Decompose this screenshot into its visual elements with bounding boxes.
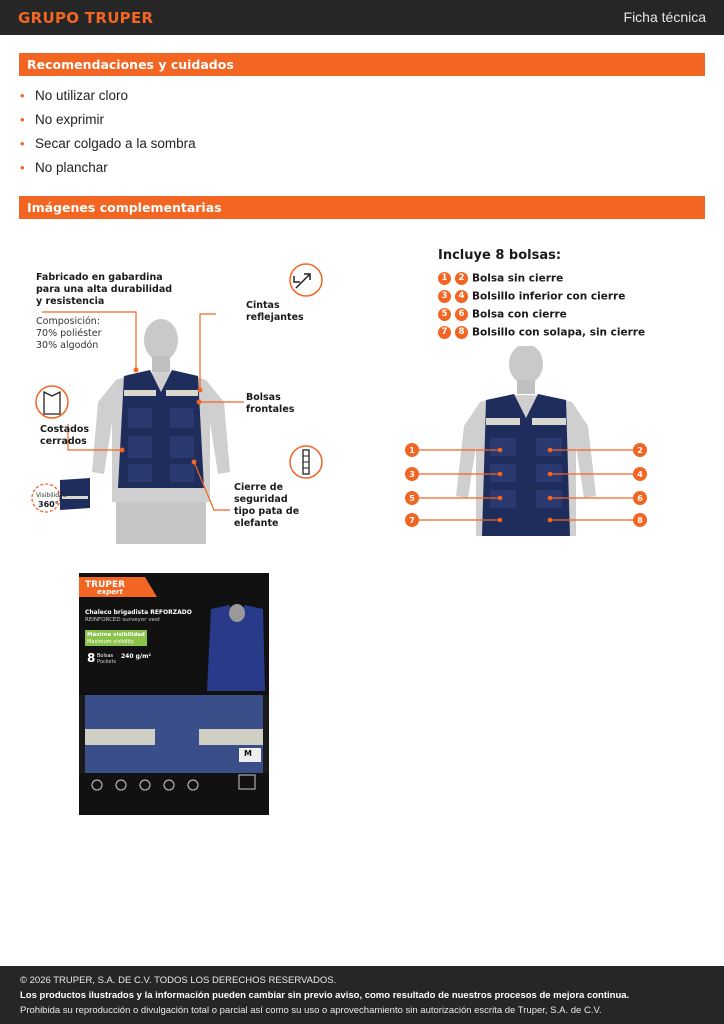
doc-type-label: Ficha técnica <box>623 9 706 25</box>
closed-sides-callout: Costados cerrados <box>40 424 90 447</box>
footer <box>0 966 724 1024</box>
package-brand-bottom: expert <box>97 588 123 596</box>
pocket-marker-label: 2 <box>637 446 643 455</box>
pocket-marker-label: 4 <box>637 470 643 479</box>
package-name-en: REINFORCED surveyor vest <box>85 617 160 623</box>
features-figure <box>24 252 330 544</box>
bullet-icon: • <box>20 112 25 127</box>
pocket-callout-dot <box>498 472 503 477</box>
package-name-es: Chaleco brigadista REFORZADO <box>85 609 192 616</box>
section-images-title: Imágenes complementarias <box>27 200 222 215</box>
care-item: • Secar colgado a la sombra <box>20 134 196 158</box>
pocket-marker-label: 1 <box>409 446 415 455</box>
reflective-callout: Cintas reflejantes <box>246 300 304 323</box>
pocket-callout-dot <box>548 518 553 523</box>
pocket-row: 5 6 Bolsa con cierre <box>438 308 567 324</box>
package-size: M <box>244 749 252 758</box>
pockets-title: Incluye 8 bolsas: <box>438 248 562 263</box>
footer-prohibition: Prohibida su reproducción o divulgación total o parcial así como su uso o aprovechamiento sin autorización escrita de Truper, S.A. de C.V. <box>20 1005 602 1016</box>
footer-copyright: © 2026 TRUPER, S.A. DE C.V. TODOS LOS DERECHOS RESERVADOS. <box>20 975 337 986</box>
visibility-value: 360° <box>38 500 59 509</box>
bullet-icon: • <box>20 88 25 103</box>
vest-mannequin-pockets <box>404 346 654 536</box>
care-item: • No exprimir <box>20 110 196 134</box>
care-item: • No utilizar cloro <box>20 86 196 110</box>
zipper-callout: Cierre de seguridad tipo pata de elefante <box>234 482 300 529</box>
pocket-marker-label: 8 <box>637 516 643 525</box>
section-care-title: Recomendaciones y cuidados <box>27 57 234 72</box>
pocket-callout-dot <box>548 448 553 453</box>
care-item: • No planchar <box>20 158 196 182</box>
pocket-callout-dot <box>498 496 503 501</box>
footer-notice: Los productos ilustrados y la información pueden cambiar sin previo aviso, como resultado de nuestros procesos de mejora continua. <box>20 990 630 1001</box>
package-pockets-en: Pockets <box>97 659 117 665</box>
package-weight: 240 g/m² <box>121 653 151 660</box>
pocket-marker-label: 5 <box>409 494 415 503</box>
pocket-callout-dot <box>548 496 553 501</box>
section-care-header <box>19 53 705 76</box>
package-brand-top: TRUPER <box>85 580 126 590</box>
package-visibility-en: Maximum visibility <box>87 639 134 645</box>
pocket-callout-dot <box>498 448 503 453</box>
section-images-header <box>19 196 705 219</box>
pocket-marker-label: 6 <box>637 494 643 503</box>
package-pockets-num: 8 <box>87 651 96 665</box>
pocket-marker-label: 7 <box>409 516 415 525</box>
pocket-row: 7 8 Bolsillo con solapa, sin cierre <box>438 326 645 342</box>
pocket-row: 3 4 Bolsillo inferior con cierre <box>438 290 625 306</box>
pocket-callout-dot <box>548 472 553 477</box>
pocket-callout-dot <box>498 518 503 523</box>
brand-logo: GRUPO TRUPER <box>18 9 154 27</box>
care-list <box>20 86 196 182</box>
pockets-figure <box>404 244 654 536</box>
bullet-icon: • <box>20 160 25 175</box>
package-pockets-es: Bolsas <box>97 653 114 659</box>
composition-callout: Composición: 70% poliéster 30% algodón <box>36 316 102 351</box>
package-visibility-es: Máxima visibilidad <box>87 632 145 638</box>
pocket-row: 1 2 Bolsa sin cierre <box>438 272 563 288</box>
material-callout: Fabricado en gabardina para una alta durabilidad y resistencia <box>36 272 173 307</box>
front-pockets-callout: Bolsas frontales <box>246 392 295 415</box>
bullet-icon: • <box>20 136 25 151</box>
package-figure <box>79 573 269 815</box>
visibility-label: Visibilidad <box>36 492 67 499</box>
pocket-marker-label: 3 <box>409 470 415 479</box>
top-bar <box>0 0 724 35</box>
